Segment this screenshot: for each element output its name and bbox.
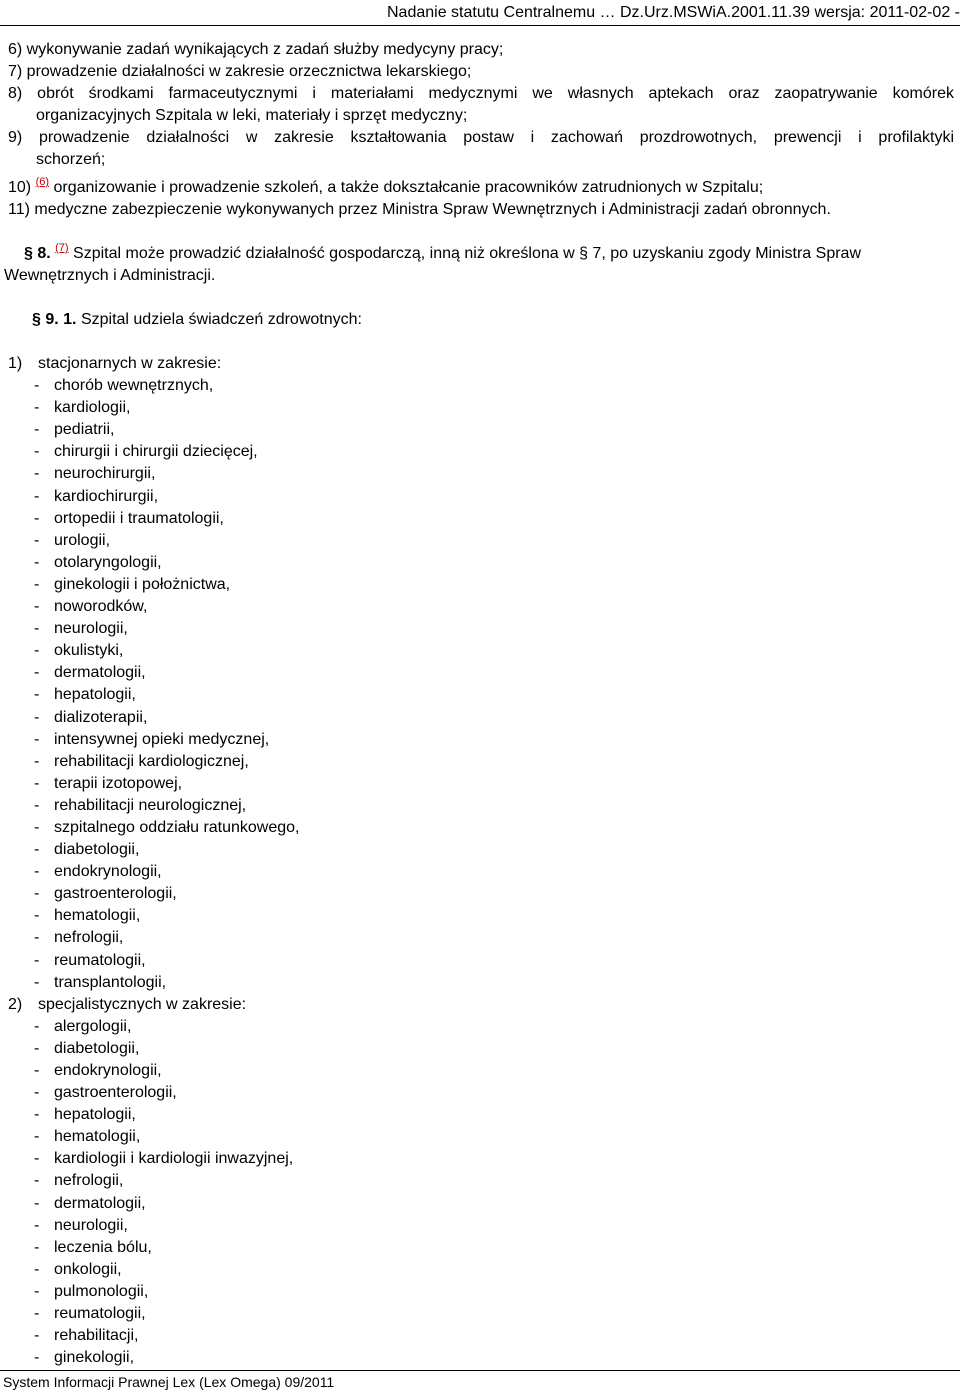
list-item bbox=[8, 1060, 300, 1082]
list-item-text: dermatologii, bbox=[54, 664, 146, 682]
section-9-text: Szpital udziela świadczeń zdrowotnych: bbox=[80, 311, 362, 328]
list-item bbox=[8, 684, 300, 706]
list-item-text: pulmonologii, bbox=[54, 1282, 149, 1300]
list-item bbox=[8, 729, 300, 751]
list-item-text: endokrynologii, bbox=[54, 1062, 162, 1079]
list-dash: - bbox=[34, 443, 40, 461]
list-item-text: rehabilitacji neurologicznej, bbox=[54, 796, 247, 814]
footer-divider bbox=[0, 1370, 960, 1371]
list-item bbox=[8, 1082, 300, 1104]
list-item-text: hematologii, bbox=[54, 907, 141, 925]
section-8-text: Szpital może prowadzić działalność gospodarczą, inną niż określona w § 7, po uzyskaniu zgody Ministra Spraw bbox=[73, 245, 861, 262]
section-8-line1 bbox=[24, 243, 954, 265]
paragraph-7: 7) prowadzenie działalności w zakresie orzecznictwa lekarskiego; bbox=[8, 63, 472, 80]
list-item bbox=[8, 839, 300, 861]
list-dash: - bbox=[34, 531, 40, 549]
list-item bbox=[8, 574, 300, 596]
list-item bbox=[8, 927, 300, 949]
section-8-sign: § 8. bbox=[24, 245, 51, 262]
list-dash: - bbox=[34, 1194, 40, 1212]
section-9-heading bbox=[32, 309, 954, 331]
footer-text: System Informacji Prawnej Lex (Lex Omega) 09/2011 bbox=[3, 1374, 335, 1390]
list-item-text: rehabilitacji kardiologicznej, bbox=[54, 752, 249, 770]
list-dash: - bbox=[34, 1084, 40, 1102]
list-item-text: nefrologii, bbox=[54, 1172, 124, 1190]
list-dash: - bbox=[34, 1172, 40, 1190]
list-item bbox=[8, 861, 300, 883]
list-item-text: szpitalnego oddziału ratunkowego, bbox=[54, 818, 300, 836]
footnote-ref-6[interactable]: (6) bbox=[35, 176, 50, 188]
list-item-text: reumatologii, bbox=[54, 1305, 146, 1323]
list-item-text: gastroenterologii, bbox=[54, 885, 177, 903]
list-item bbox=[8, 795, 300, 817]
list-dash: - bbox=[34, 708, 40, 726]
list-item bbox=[8, 707, 300, 729]
list-dash: - bbox=[34, 575, 40, 593]
section-title: specjalistycznych w zakresie: bbox=[38, 995, 247, 1013]
list-item bbox=[8, 486, 300, 508]
list-dash: - bbox=[34, 929, 40, 947]
list-item bbox=[8, 640, 300, 662]
list-item-text: pediatrii, bbox=[54, 421, 115, 439]
list-dash: - bbox=[34, 841, 40, 859]
list-dash: - bbox=[34, 553, 40, 571]
list-item-text: otolaryngologii, bbox=[54, 553, 162, 571]
list-item bbox=[8, 950, 300, 972]
list-item bbox=[8, 1170, 300, 1192]
list-item-text: ginekologii i położnictwa, bbox=[54, 575, 231, 593]
list-dash: - bbox=[34, 1106, 40, 1124]
list-dash: - bbox=[34, 907, 40, 925]
list-item bbox=[8, 1104, 300, 1126]
list-item-text: transplantologii, bbox=[54, 973, 167, 991]
list-item-text: alergologii, bbox=[54, 1017, 132, 1035]
list-item-text: intensywnej opieki medycznej, bbox=[54, 730, 270, 748]
list-item bbox=[8, 817, 300, 839]
paragraph-9-line1: 9) prowadzenie działalności w zakresie kształtowania postaw i zachowań prozdrowotnych, prewencji i profilaktyki bbox=[8, 129, 954, 146]
list-dash: - bbox=[34, 620, 40, 638]
footnote-ref-7[interactable]: (7) bbox=[55, 242, 69, 254]
list-item bbox=[8, 552, 300, 574]
list-item-text: leczenia bólu, bbox=[54, 1238, 152, 1256]
list-item-text: kardiologii i kardiologii inwazyjnej, bbox=[54, 1150, 294, 1168]
list-item-text: ginekologii, bbox=[54, 1349, 135, 1367]
page-header bbox=[0, 0, 960, 26]
list-item bbox=[8, 596, 300, 618]
paragraph-9-line2: schorzeń; bbox=[36, 151, 106, 168]
list-item bbox=[8, 905, 300, 927]
list-item bbox=[8, 1281, 300, 1303]
list-item-text: okulistyki, bbox=[54, 642, 124, 660]
header-divider bbox=[0, 25, 960, 26]
paragraph-8-line2: organizacyjnych Szpitala w leki, materiały i sprzęt medyczny; bbox=[36, 107, 468, 124]
list-item-text: kardiologii, bbox=[54, 399, 131, 417]
list-item bbox=[8, 1303, 300, 1325]
list-item bbox=[8, 1259, 300, 1281]
list-dash: - bbox=[34, 1305, 40, 1323]
paragraph-11: 11) medyczne zabezpieczenie wykonywanych przez Ministra Spraw Wewnętrznych i Administracji zadań obronnych. bbox=[8, 201, 831, 218]
list-dash: - bbox=[34, 730, 40, 748]
list-item-text: rehabilitacji, bbox=[54, 1327, 139, 1345]
list-item-text: neurologii, bbox=[54, 1216, 128, 1234]
list-item bbox=[8, 972, 300, 994]
paragraph-6: 6) wykonywanie zadań wynikających z zadań służby medycyny pracy; bbox=[8, 41, 504, 58]
list-item bbox=[8, 883, 300, 905]
list-dash: - bbox=[34, 686, 40, 704]
list-item-text: neurochirurgii, bbox=[54, 465, 156, 483]
list-dash: - bbox=[34, 951, 40, 969]
list-item bbox=[8, 1126, 300, 1148]
list-dash: - bbox=[34, 664, 40, 682]
list-item-text: gastroenterologii, bbox=[54, 1084, 177, 1102]
list-dash: - bbox=[34, 1150, 40, 1168]
list-dash: - bbox=[34, 1327, 40, 1345]
list-dash: - bbox=[34, 752, 40, 770]
services-section-heading bbox=[8, 353, 300, 375]
list-item bbox=[8, 1148, 300, 1170]
list-dash: - bbox=[34, 421, 40, 439]
list-item-text: ortopedii i traumatologii, bbox=[54, 509, 224, 527]
section-title: stacjonarnych w zakresie: bbox=[38, 355, 222, 372]
list-item-text: dermatologii, bbox=[54, 1194, 146, 1212]
list-item bbox=[8, 463, 300, 485]
list-item-text: chirurgii i chirurgii dziecięcej, bbox=[54, 443, 258, 461]
list-item-text: diabetologii, bbox=[54, 841, 140, 859]
list-dash: - bbox=[34, 818, 40, 836]
page-footer bbox=[3, 1373, 334, 1391]
list-dash: - bbox=[34, 1128, 40, 1146]
list-dash: - bbox=[34, 598, 40, 616]
list-item bbox=[8, 1193, 300, 1215]
list-item bbox=[8, 508, 300, 530]
header-title: Nadanie statutu Centralnemu … Dz.Urz.MSWiA.2001.11.39 wersja: 2011-02-02 - bbox=[386, 4, 960, 21]
list-item-text: noworodków, bbox=[54, 598, 148, 616]
list-item-text: dializoterapii, bbox=[54, 708, 148, 726]
list-dash: - bbox=[34, 399, 40, 417]
list-dash: - bbox=[34, 885, 40, 903]
services-list bbox=[8, 353, 300, 1369]
list-dash: - bbox=[34, 1039, 40, 1057]
list-item-text: reumatologii, bbox=[54, 951, 146, 969]
list-dash: - bbox=[34, 774, 40, 792]
list-item-text: kardiochirurgii, bbox=[54, 487, 159, 505]
list-dash: - bbox=[34, 1282, 40, 1300]
list-dash: - bbox=[34, 973, 40, 991]
list-item-text: endokrynologii, bbox=[54, 863, 162, 881]
list-dash: - bbox=[34, 377, 40, 395]
list-item-text: diabetologii, bbox=[54, 1039, 140, 1057]
list-item bbox=[8, 441, 300, 463]
list-dash: - bbox=[34, 1349, 40, 1367]
list-dash: - bbox=[34, 1238, 40, 1256]
list-item-text: hepatologii, bbox=[54, 686, 136, 704]
section-9-sign: § 9. 1. bbox=[32, 311, 77, 328]
list-item bbox=[8, 1347, 300, 1369]
list-item-text: neurologii, bbox=[54, 620, 128, 638]
list-dash: - bbox=[34, 465, 40, 483]
list-dash: - bbox=[34, 1260, 40, 1278]
list-item bbox=[8, 618, 300, 640]
list-item-text: chorób wewnętrznych, bbox=[54, 377, 214, 395]
list-item-text: urologii, bbox=[54, 531, 111, 549]
list-item bbox=[8, 375, 300, 397]
section-number: 2) bbox=[8, 995, 23, 1013]
section-number: 1) bbox=[8, 355, 23, 372]
list-dash: - bbox=[34, 509, 40, 527]
list-dash: - bbox=[34, 1216, 40, 1234]
services-section-heading bbox=[8, 994, 300, 1016]
section-8-line2: Wewnętrznych i Administracji. bbox=[4, 267, 216, 284]
list-dash: - bbox=[34, 1017, 40, 1035]
list-item bbox=[8, 397, 300, 419]
paragraph-10-text: organizowanie i prowadzenie szkoleń, a także dokształcanie pracowników zatrudnionych w Szpitalu; bbox=[53, 179, 764, 196]
list-item bbox=[8, 1215, 300, 1237]
list-dash: - bbox=[34, 796, 40, 814]
paragraph-8-line1: 8) obrót środkami farmaceutycznymi i materiałami medycznymi we własnych aptekach oraz zaopatrywanie komórek bbox=[8, 85, 954, 102]
list-item-text: hepatologii, bbox=[54, 1106, 136, 1124]
list-item bbox=[8, 1325, 300, 1347]
list-item bbox=[8, 419, 300, 441]
list-item-text: hematologii, bbox=[54, 1128, 141, 1146]
list-item bbox=[8, 1016, 300, 1038]
paragraph-10 bbox=[8, 177, 954, 199]
list-item bbox=[8, 1237, 300, 1259]
paragraph-10-number: 10) bbox=[8, 179, 32, 196]
list-item bbox=[8, 751, 300, 773]
list-dash: - bbox=[34, 642, 40, 660]
list-item bbox=[8, 662, 300, 684]
list-item bbox=[8, 773, 300, 795]
list-dash: - bbox=[34, 487, 40, 505]
list-item-text: onkologii, bbox=[54, 1260, 122, 1278]
list-item-text: terapii izotopowej, bbox=[54, 774, 183, 792]
list-item-text: nefrologii, bbox=[54, 929, 124, 947]
list-dash: - bbox=[34, 863, 40, 881]
list-item bbox=[8, 530, 300, 552]
list-item bbox=[8, 1038, 300, 1060]
list-dash: - bbox=[34, 1062, 40, 1079]
